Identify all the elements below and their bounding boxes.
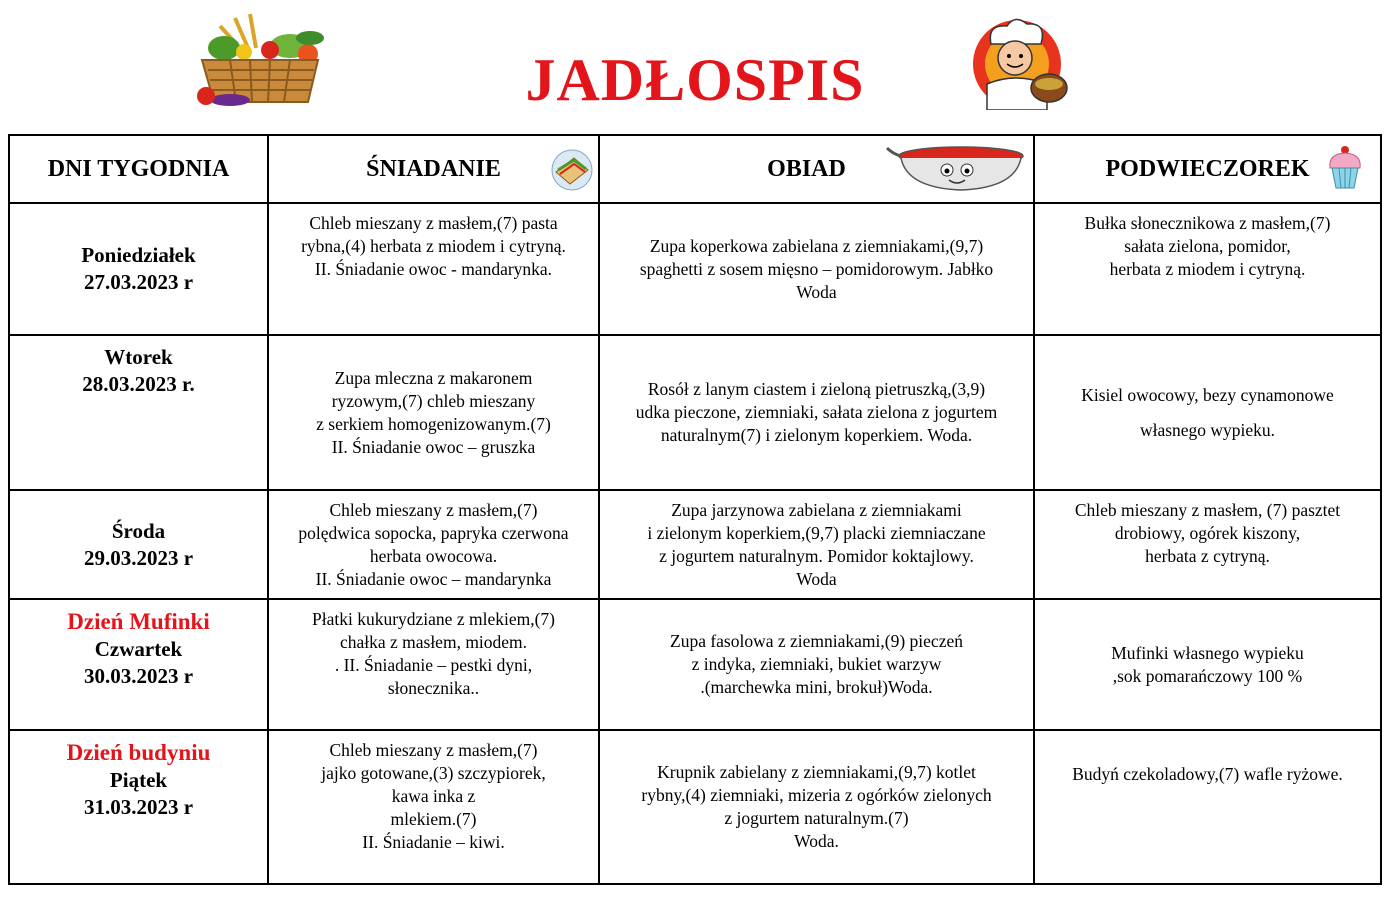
table-row (9, 335, 1381, 490)
menu-line: Bułka słonecznikowa z masłem,(7) (1084, 213, 1331, 233)
menu-line: mlekiem.(7) (390, 809, 477, 829)
menu-line: spaghetti z sosem mięsno – pomidorowym. Jabłko (639, 258, 994, 279)
menu-line: Chleb mieszany z masłem,(7) (329, 740, 538, 760)
breakfast-cell (268, 730, 599, 884)
header-days-label: DNI TYGODNIA (47, 155, 230, 182)
header-row (9, 135, 1381, 203)
menu-line: Budyń czekoladowy,(7) wafle ryżowe. (1072, 764, 1343, 784)
header-breakfast-label: ŚNIADANIE (366, 155, 501, 182)
header-days (9, 135, 268, 203)
menu-line: Płatki kukurydziane z mlekiem,(7) (312, 609, 555, 629)
day-date: 29.03.2023 r (83, 545, 194, 570)
lunch-cell (599, 490, 1034, 599)
menu-line: II. Śniadanie owoc – gruszka (331, 436, 536, 457)
menu-line: Chleb mieszany z masłem,(7) pasta (309, 213, 558, 233)
breakfast-cell (268, 490, 599, 599)
table-row (9, 490, 1381, 599)
day-name: Piątek (109, 768, 168, 792)
menu-line: z jogurtem naturalnym.(7) (724, 808, 909, 828)
day-cell (9, 599, 268, 730)
lunch-cell (599, 203, 1034, 335)
menu-line: Rosół z lanym ciastem i zieloną pietruszką,(3,9) (647, 379, 986, 399)
menu-line: chałka z masłem, miodem. (339, 632, 528, 652)
menu-line: ,sok pomarańczowy 100 % (1112, 665, 1303, 686)
chef-image (957, 14, 1077, 110)
day-cell (9, 203, 268, 335)
menu-line: i zielonym koperkiem,(9,7) placki ziemniaczane (647, 522, 986, 543)
breakfast-cell (268, 599, 599, 730)
menu-line: II. Śniadanie owoc – mandarynka (315, 568, 552, 589)
snack-cell (1034, 335, 1381, 490)
page-title: JADŁOSPIS (525, 47, 865, 113)
table-row (9, 203, 1381, 335)
header-lunch-label: OBIAD (767, 155, 846, 182)
header-snack-label: PODWIECZOREK (1105, 155, 1310, 182)
menu-line: z jogurtem naturalnym. Pomidor koktajlowy. (659, 545, 974, 566)
sandwich-icon (550, 148, 594, 192)
cupcake-icon (1326, 144, 1364, 190)
snack-cell (1034, 599, 1381, 730)
soup-bowl-icon (883, 142, 1025, 198)
menu-line: własnego wypieku. (1139, 419, 1276, 440)
menu-line: drobiowy, ogórek kiszony, (1114, 523, 1301, 543)
snack-cell (1034, 490, 1381, 599)
menu-line: Woda (796, 568, 837, 589)
menu-line: herbata z cytryną. (1145, 546, 1270, 566)
day-date: 31.03.2023 r (83, 795, 194, 819)
lunch-cell (599, 730, 1034, 884)
day-cell (9, 490, 268, 599)
breakfast-cell (268, 203, 599, 335)
menu-line: Kisiel owocowy, bezy cynamonowe (1081, 384, 1334, 405)
table-row (9, 730, 1381, 884)
day-name: Czwartek (94, 637, 183, 661)
menu-line: rybny,(4) ziemniaki, mizeria z ogórków zielonych (641, 785, 992, 805)
menu-line: Zupa fasolowa z ziemniakami,(9) pieczeń (670, 631, 963, 651)
snack-cell (1034, 730, 1381, 884)
menu-line: słonecznika.. (387, 678, 480, 698)
day-date: 30.03.2023 r (83, 664, 194, 688)
header-lunch (599, 135, 1034, 203)
menu-line: Chleb mieszany z masłem, (7) pasztet (1074, 500, 1341, 520)
table-row (9, 599, 1381, 730)
menu-line: z serkiem homogenizowanym.(7) (316, 413, 551, 434)
lunch-cell (599, 599, 1034, 730)
menu-line: Zupa jarzynowa zabielana z ziemniakami (671, 499, 962, 520)
day-name: Poniedziałek (81, 243, 196, 267)
menu-line: polędwica sopocka, papryka czerwona (298, 522, 569, 543)
header-snack (1034, 135, 1381, 203)
menu-line: Woda (796, 281, 837, 302)
menu-line: .(marchewka mini, brokuł)Woda. (700, 677, 933, 697)
menu-line: Zupa mleczna z makaronem (334, 367, 533, 388)
day-cell (9, 335, 268, 490)
header-breakfast (268, 135, 599, 203)
menu-line: Zupa koperkowa zabielana z ziemniakami,(9,7) (649, 235, 984, 256)
day-name: Środa (111, 518, 166, 543)
menu-line: naturalnym(7) i zielonym koperkiem. Woda. (660, 425, 973, 445)
menu-line: udka pieczone, ziemniaki, sałata zielona z jogurtem (635, 402, 998, 422)
menu-line: kawa inka z (391, 786, 476, 806)
menu-line: z indyka, ziemniaki, bukiet warzyw (691, 654, 942, 674)
menu-line: herbata owocowa. (369, 545, 498, 566)
menu-line: rybna,(4) herbata z miodem i cytryną. (301, 236, 566, 256)
menu-table (8, 134, 1382, 885)
menu-line: ryzowym,(7) chleb mieszany (331, 390, 536, 411)
day-cell (9, 730, 268, 884)
menu-line: Krupnik zabielany z ziemniakami,(9,7) kotlet (657, 762, 976, 782)
menu-line: herbata z miodem i cytryną. (1109, 259, 1306, 279)
day-name: Wtorek (104, 345, 173, 369)
menu-line: Chleb mieszany z masłem,(7) (329, 499, 538, 520)
menu-line: Mufinki własnego wypieku (1111, 642, 1304, 663)
lunch-cell (599, 335, 1034, 490)
day-date: 28.03.2023 r. (82, 372, 195, 396)
snack-cell (1034, 203, 1381, 335)
menu-line: sałata zielona, pomidor, (1124, 236, 1291, 256)
event-label: Dzień Mufinki (67, 609, 210, 634)
menu-line: II. Śniadanie owoc - mandarynka. (314, 259, 553, 279)
menu-line: jajko gotowane,(3) szczypiorek, (321, 763, 546, 783)
menu-line: . II. Śniadanie – pestki dyni, (334, 655, 533, 675)
day-date: 27.03.2023 r (83, 270, 194, 294)
breakfast-cell (268, 335, 599, 490)
menu-line: Woda. (794, 831, 839, 851)
menu-line: II. Śniadanie – kiwi. (362, 832, 505, 852)
event-label: Dzień budyniu (66, 740, 211, 765)
